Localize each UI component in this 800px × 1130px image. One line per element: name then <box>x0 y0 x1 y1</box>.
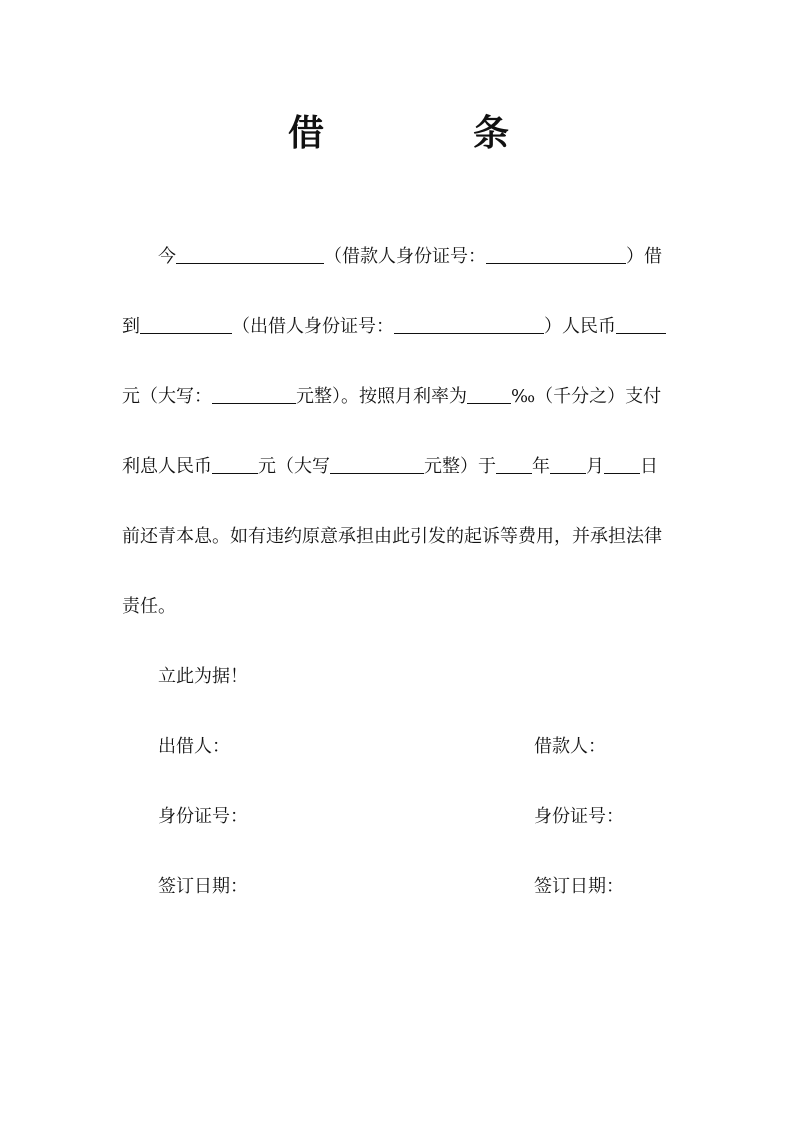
text-day: 日 <box>640 456 658 477</box>
amount-blank[interactable] <box>616 314 666 334</box>
text-year: 年 <box>532 456 550 477</box>
text-today: 今 <box>158 246 176 267</box>
text-lender-id-label: （出借人身份证号： <box>232 316 394 337</box>
lender-label: 出借人： <box>158 736 230 757</box>
text-month: 月 <box>586 456 604 477</box>
borrower-name-blank[interactable] <box>176 244 324 264</box>
text-yuan-capital: 元（大写： <box>122 386 212 407</box>
year-blank[interactable] <box>496 454 532 474</box>
document-title <box>0 108 800 158</box>
body-line-5 <box>122 522 662 552</box>
lender-id-label: 身份证号： <box>158 806 248 827</box>
lender-date-label: 签订日期： <box>158 876 248 897</box>
rate-blank[interactable] <box>467 384 511 404</box>
text-interest: 利息人民币 <box>122 456 212 477</box>
text-borrow: ）借 <box>626 246 662 267</box>
body-line-7 <box>158 662 248 692</box>
borrower-id-blank[interactable] <box>486 244 626 264</box>
interest-capital-blank[interactable] <box>330 454 424 474</box>
body-line-1 <box>158 242 662 272</box>
text-borrower-id-label: （借款人身份证号： <box>324 246 486 267</box>
borrower-date-label: 签订日期： <box>534 876 624 897</box>
borrower-id-label: 身份证号： <box>534 806 624 827</box>
body-line-4 <box>122 452 658 482</box>
body-line-3 <box>122 382 661 412</box>
amount-capital-blank[interactable] <box>212 384 296 404</box>
text-hereby: 立此为据！ <box>158 666 248 687</box>
lender-name-blank[interactable] <box>140 314 232 334</box>
interest-blank[interactable] <box>212 454 258 474</box>
text-rmb: ）人民币 <box>544 316 616 337</box>
text-permille: ‰（千分之）支付 <box>511 386 662 407</box>
text-repay-terms: 前还青本息。如有违约原意承担由此引发的起诉等费用，并承担法律 <box>122 526 662 547</box>
body-line-6 <box>122 592 176 622</box>
text-responsibility: 责任。 <box>122 596 176 617</box>
body-line-2 <box>122 312 666 342</box>
text-to: 到 <box>122 316 140 337</box>
title-char-2: 条 <box>473 112 510 154</box>
title-char-1: 借 <box>288 112 325 154</box>
lender-id-blank[interactable] <box>394 314 544 334</box>
borrower-label: 借款人： <box>534 736 606 757</box>
text-yuan-capital-2: 元（大写 <box>258 456 330 477</box>
text-yuan-at: 元整）于 <box>424 456 496 477</box>
month-blank[interactable] <box>550 454 586 474</box>
day-blank[interactable] <box>604 454 640 474</box>
text-monthly-rate: 元整）。按照月利率为 <box>296 386 467 407</box>
